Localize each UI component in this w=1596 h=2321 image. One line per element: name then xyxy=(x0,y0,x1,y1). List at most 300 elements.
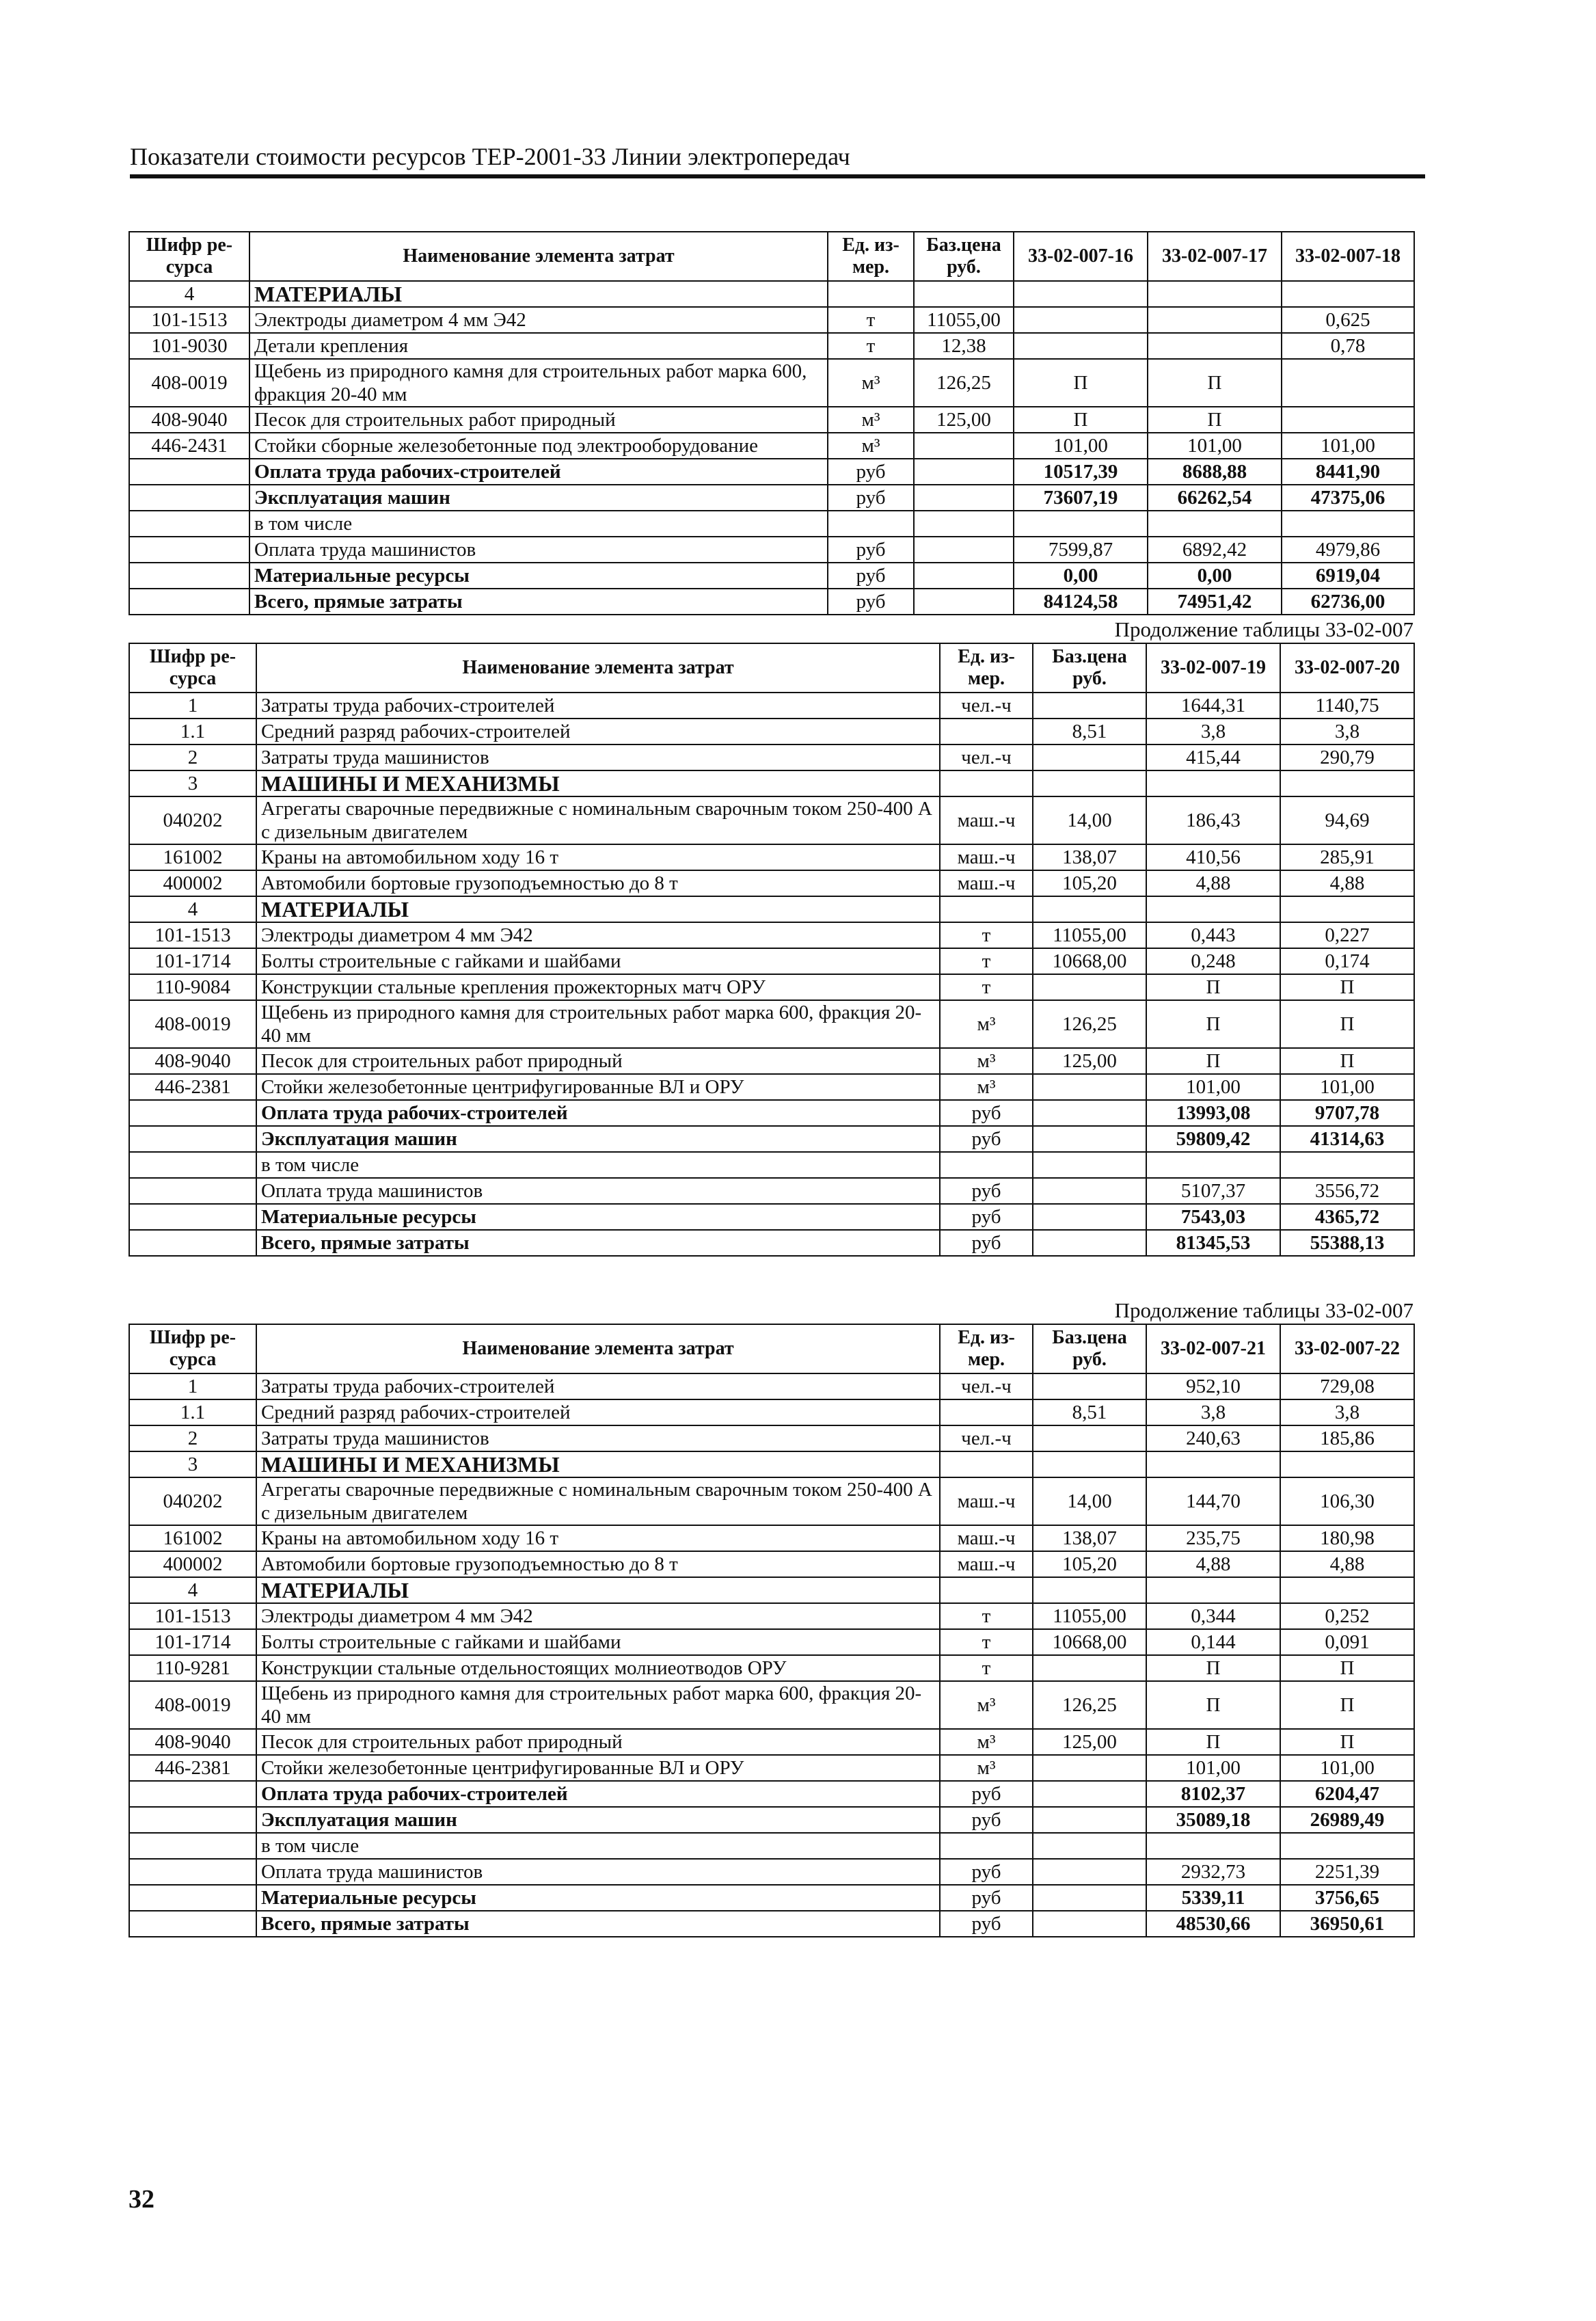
column-header: Шифр ре-сурса xyxy=(129,643,256,693)
resource-code-cell: 161002 xyxy=(129,1525,256,1551)
table-row xyxy=(129,974,1414,1000)
norm-value-cell: П xyxy=(1014,359,1148,407)
norm-value-cell: 1140,75 xyxy=(1280,693,1414,719)
column-header: 33-02-007-20 xyxy=(1280,643,1414,693)
resource-code-cell xyxy=(129,1859,256,1885)
table-row xyxy=(129,844,1414,870)
cost-element-name-cell: Конструкции стальные крепления прожекторных матч ОРУ xyxy=(256,974,940,1000)
table-row xyxy=(129,1781,1414,1807)
resource-code-cell xyxy=(129,511,249,537)
unit-cell: руб xyxy=(940,1230,1033,1256)
norm-value-cell: 6919,04 xyxy=(1282,563,1414,589)
table-row xyxy=(129,563,1414,589)
unit-cell xyxy=(940,770,1033,796)
cost-element-name-cell: Затраты труда машинистов xyxy=(256,744,940,770)
resource-code-cell: 2 xyxy=(129,1425,256,1451)
unit-cell: руб xyxy=(940,1859,1033,1885)
table-row xyxy=(129,1048,1414,1074)
resource-code-cell xyxy=(129,1178,256,1204)
base-price-cell xyxy=(914,511,1014,537)
cost-element-name-cell: Краны на автомобильном ходу 16 т xyxy=(256,1525,940,1551)
cost-element-name-cell: Материальные ресурсы xyxy=(256,1204,940,1230)
unit-cell: руб xyxy=(940,1911,1033,1937)
norm-value-cell: 35089,18 xyxy=(1146,1807,1280,1833)
unit-cell: руб xyxy=(940,1807,1033,1833)
norm-value-cell: 6204,47 xyxy=(1280,1781,1414,1807)
resource-code-cell xyxy=(129,1230,256,1256)
norm-value-cell: 180,98 xyxy=(1280,1525,1414,1551)
cost-element-name-cell: Электроды диаметром 4 мм Э42 xyxy=(256,922,940,948)
table-row xyxy=(129,1000,1414,1048)
resource-code-cell: 408-9040 xyxy=(129,1048,256,1074)
column-header: 33-02-007-19 xyxy=(1146,643,1280,693)
table-row xyxy=(129,1204,1414,1230)
norm-value-cell: П xyxy=(1280,1729,1414,1755)
norm-value-cell: 285,91 xyxy=(1280,844,1414,870)
cost-element-name-cell: Оплата труда рабочих-строителей xyxy=(249,459,828,485)
cost-element-name-cell: Щебень из природного камня для строительных работ марка 600, фракция 20-40 мм xyxy=(256,1681,940,1729)
resource-code-cell xyxy=(129,485,249,511)
cost-element-name-cell: МАТЕРИАЛЫ xyxy=(256,896,940,922)
resource-code-cell: 4 xyxy=(129,1577,256,1603)
unit-cell: маш.-ч xyxy=(940,870,1033,896)
unit-cell: чел.-ч xyxy=(940,1373,1033,1399)
cost-element-name-cell: Электроды диаметром 4 мм Э42 xyxy=(249,307,828,333)
cost-element-name-cell: Эксплуатация машин xyxy=(256,1126,940,1152)
norm-value-cell: 59809,42 xyxy=(1146,1126,1280,1152)
norm-value-cell xyxy=(1280,1577,1414,1603)
norm-value-cell: 55388,13 xyxy=(1280,1230,1414,1256)
base-price-cell: 105,20 xyxy=(1033,870,1146,896)
column-header: 33-02-007-17 xyxy=(1148,232,1282,281)
column-header: Баз.цена руб. xyxy=(1033,643,1146,693)
unit-cell: руб xyxy=(828,485,914,511)
column-header: Баз.цена руб. xyxy=(914,232,1014,281)
unit-cell: маш.-ч xyxy=(940,796,1033,844)
unit-cell xyxy=(940,1833,1033,1859)
resource-code-cell xyxy=(129,537,249,563)
norm-value-cell: 3,8 xyxy=(1280,1399,1414,1425)
base-price-cell xyxy=(1033,1833,1146,1859)
norm-value-cell: 186,43 xyxy=(1146,796,1280,844)
cost-element-name-cell: МАТЕРИАЛЫ xyxy=(256,1577,940,1603)
base-price-cell: 105,20 xyxy=(1033,1551,1146,1577)
unit-cell: маш.-ч xyxy=(940,1525,1033,1551)
table-row xyxy=(129,1525,1414,1551)
unit-cell xyxy=(940,896,1033,922)
table-row xyxy=(129,1451,1414,1477)
norm-value-cell: 415,44 xyxy=(1146,744,1280,770)
resource-code-cell: 110-9281 xyxy=(129,1655,256,1681)
table-row xyxy=(129,359,1414,407)
unit-cell: т xyxy=(940,922,1033,948)
table-row xyxy=(129,1399,1414,1425)
norm-value-cell: 185,86 xyxy=(1280,1425,1414,1451)
unit-cell: руб xyxy=(940,1126,1033,1152)
resource-table xyxy=(129,643,1415,1257)
resource-code-cell xyxy=(129,459,249,485)
resource-code-cell: 101-9030 xyxy=(129,333,249,359)
column-header: Ед. из-мер. xyxy=(940,1324,1033,1373)
norm-value-cell: 0,227 xyxy=(1280,922,1414,948)
resource-code-cell xyxy=(129,1204,256,1230)
norm-value-cell xyxy=(1280,770,1414,796)
cost-element-name-cell: МАШИНЫ И МЕХАНИЗМЫ xyxy=(256,770,940,796)
norm-value-cell: П xyxy=(1146,1655,1280,1681)
table-row xyxy=(129,1681,1414,1729)
table-row xyxy=(129,333,1414,359)
resource-code-cell: 040202 xyxy=(129,1477,256,1525)
unit-cell: руб xyxy=(940,1178,1033,1204)
norm-value-cell: 0,344 xyxy=(1146,1603,1280,1629)
unit-cell xyxy=(940,1577,1033,1603)
resource-code-cell: 1 xyxy=(129,693,256,719)
resource-code-cell xyxy=(129,563,249,589)
table-row xyxy=(129,1911,1414,1937)
norm-value-cell: 5339,11 xyxy=(1146,1885,1280,1911)
norm-value-cell: 41314,63 xyxy=(1280,1126,1414,1152)
table-header-row xyxy=(129,1324,1414,1373)
resource-code-cell: 101-1714 xyxy=(129,1629,256,1655)
table-row xyxy=(129,485,1414,511)
resource-code-cell: 400002 xyxy=(129,870,256,896)
resource-table-2 xyxy=(129,617,1427,1257)
base-price-cell xyxy=(1033,1755,1146,1781)
base-price-cell xyxy=(1033,1781,1146,1807)
resource-code-cell: 1 xyxy=(129,1373,256,1399)
table-row xyxy=(129,1885,1414,1911)
base-price-cell: 126,25 xyxy=(914,359,1014,407)
table-row xyxy=(129,1230,1414,1256)
norm-value-cell: П xyxy=(1280,1048,1414,1074)
unit-cell: руб xyxy=(828,589,914,615)
norm-value-cell xyxy=(1282,281,1414,307)
unit-cell: т xyxy=(940,974,1033,1000)
resource-code-cell xyxy=(129,1126,256,1152)
cost-element-name-cell: Затраты труда рабочих-строителей xyxy=(256,1373,940,1399)
table-row xyxy=(129,407,1414,433)
resource-code-cell: 408-9040 xyxy=(129,407,249,433)
norm-value-cell xyxy=(1146,1833,1280,1859)
resource-code-cell xyxy=(129,1807,256,1833)
unit-cell xyxy=(940,1152,1033,1178)
cost-element-name-cell: Болты строительные с гайками и шайбами xyxy=(256,1629,940,1655)
table-row xyxy=(129,770,1414,796)
norm-value-cell xyxy=(1282,511,1414,537)
norm-value-cell xyxy=(1148,281,1282,307)
resource-code-cell: 101-1513 xyxy=(129,307,249,333)
resource-code-cell: 1.1 xyxy=(129,719,256,744)
unit-cell xyxy=(940,719,1033,744)
cost-element-name-cell: в том числе xyxy=(256,1833,940,1859)
norm-value-cell: 101,00 xyxy=(1280,1074,1414,1100)
cost-element-name-cell: Электроды диаметром 4 мм Э42 xyxy=(256,1603,940,1629)
page-number: 32 xyxy=(129,2185,154,2214)
base-price-cell xyxy=(1033,1807,1146,1833)
norm-value-cell: 0,144 xyxy=(1146,1629,1280,1655)
norm-value-cell: 0,00 xyxy=(1148,563,1282,589)
norm-value-cell: 1644,31 xyxy=(1146,693,1280,719)
norm-value-cell: П xyxy=(1146,1729,1280,1755)
norm-value-cell: 9707,78 xyxy=(1280,1100,1414,1126)
norm-value-cell: П xyxy=(1146,1000,1280,1048)
norm-value-cell: 26989,49 xyxy=(1280,1807,1414,1833)
norm-value-cell: 8102,37 xyxy=(1146,1781,1280,1807)
cost-element-name-cell: Агрегаты сварочные передвижные с номинальным сварочным током 250-400 А с дизельным двигателем xyxy=(256,796,940,844)
table-row xyxy=(129,1074,1414,1100)
norm-value-cell xyxy=(1014,307,1148,333)
norm-value-cell: П xyxy=(1280,1655,1414,1681)
norm-value-cell: 94,69 xyxy=(1280,796,1414,844)
norm-value-cell: 8688,88 xyxy=(1148,459,1282,485)
norm-value-cell xyxy=(1282,407,1414,433)
resource-code-cell: 408-0019 xyxy=(129,1000,256,1048)
norm-value-cell xyxy=(1146,770,1280,796)
base-price-cell xyxy=(1033,1373,1146,1399)
table-row xyxy=(129,896,1414,922)
resource-code-cell: 101-1714 xyxy=(129,948,256,974)
norm-value-cell: 74951,42 xyxy=(1148,589,1282,615)
unit-cell: т xyxy=(940,1603,1033,1629)
table-row xyxy=(129,459,1414,485)
unit-cell: руб xyxy=(828,537,914,563)
unit-cell xyxy=(940,1451,1033,1477)
norm-value-cell xyxy=(1014,511,1148,537)
cost-element-name-cell: в том числе xyxy=(249,511,828,537)
table-row xyxy=(129,307,1414,333)
norm-value-cell: 48530,66 xyxy=(1146,1911,1280,1937)
table-header-row xyxy=(129,232,1414,281)
base-price-cell xyxy=(1033,1230,1146,1256)
resource-code-cell: 446-2381 xyxy=(129,1074,256,1100)
cost-element-name-cell: Средний разряд рабочих-строителей xyxy=(256,1399,940,1425)
unit-cell xyxy=(940,1399,1033,1425)
cost-element-name-cell: Оплата труда машинистов xyxy=(256,1859,940,1885)
resource-code-cell xyxy=(129,589,249,615)
base-price-cell xyxy=(1033,1100,1146,1126)
norm-value-cell: 84124,58 xyxy=(1014,589,1148,615)
cost-element-name-cell: Болты строительные с гайками и шайбами xyxy=(256,948,940,974)
norm-value-cell xyxy=(1280,1833,1414,1859)
base-price-cell: 11055,00 xyxy=(914,307,1014,333)
resource-table-3 xyxy=(129,1298,1427,1937)
table-row xyxy=(129,1807,1414,1833)
base-price-cell xyxy=(1033,1126,1146,1152)
norm-value-cell: 62736,00 xyxy=(1282,589,1414,615)
norm-value-cell: 66262,54 xyxy=(1148,485,1282,511)
base-price-cell: 126,25 xyxy=(1033,1681,1146,1729)
table-row xyxy=(129,948,1414,974)
unit-cell: руб xyxy=(940,1100,1033,1126)
cost-element-name-cell: МАТЕРИАЛЫ xyxy=(249,281,828,307)
unit-cell: м³ xyxy=(940,1000,1033,1048)
norm-value-cell: 0,174 xyxy=(1280,948,1414,974)
norm-value-cell: П xyxy=(1146,974,1280,1000)
base-price-cell: 125,00 xyxy=(1033,1729,1146,1755)
base-price-cell: 125,00 xyxy=(914,407,1014,433)
base-price-cell xyxy=(914,589,1014,615)
unit-cell: м³ xyxy=(940,1048,1033,1074)
base-price-cell xyxy=(1033,1074,1146,1100)
norm-value-cell xyxy=(1280,896,1414,922)
resource-code-cell: 446-2381 xyxy=(129,1755,256,1781)
table-row xyxy=(129,1477,1414,1525)
norm-value-cell: 3,8 xyxy=(1280,719,1414,744)
base-price-cell: 11055,00 xyxy=(1033,1603,1146,1629)
unit-cell: чел.-ч xyxy=(940,1425,1033,1451)
cost-element-name-cell: Оплата труда машинистов xyxy=(256,1178,940,1204)
table-row xyxy=(129,1373,1414,1399)
unit-cell: т xyxy=(828,307,914,333)
resource-code-cell: 3 xyxy=(129,770,256,796)
base-price-cell: 14,00 xyxy=(1033,796,1146,844)
resource-code-cell: 4 xyxy=(129,281,249,307)
norm-value-cell: П xyxy=(1280,974,1414,1000)
cost-element-name-cell: Всего, прямые затраты xyxy=(249,589,828,615)
resource-code-cell xyxy=(129,1833,256,1859)
table-row xyxy=(129,870,1414,896)
resource-table-1 xyxy=(129,205,1427,615)
base-price-cell xyxy=(1033,770,1146,796)
table-row xyxy=(129,1629,1414,1655)
table-row xyxy=(129,281,1414,307)
norm-value-cell: 101,00 xyxy=(1280,1755,1414,1781)
table-row xyxy=(129,1425,1414,1451)
norm-value-cell: 3556,72 xyxy=(1280,1178,1414,1204)
column-header: Шифр ре-сурса xyxy=(129,1324,256,1373)
table-row xyxy=(129,1551,1414,1577)
unit-cell: м³ xyxy=(940,1681,1033,1729)
base-price-cell xyxy=(914,433,1014,459)
unit-cell xyxy=(828,511,914,537)
norm-value-cell: 3,8 xyxy=(1146,719,1280,744)
base-price-cell xyxy=(1033,1859,1146,1885)
norm-value-cell: 4,88 xyxy=(1146,870,1280,896)
resource-code-cell: 400002 xyxy=(129,1551,256,1577)
norm-value-cell: П xyxy=(1148,407,1282,433)
cost-element-name-cell: МАШИНЫ И МЕХАНИЗМЫ xyxy=(256,1451,940,1477)
table-row xyxy=(129,1152,1414,1178)
norm-value-cell: 47375,06 xyxy=(1282,485,1414,511)
norm-value-cell: П xyxy=(1280,1681,1414,1729)
unit-cell: м³ xyxy=(828,433,914,459)
base-price-cell xyxy=(1033,1911,1146,1937)
unit-cell: чел.-ч xyxy=(940,693,1033,719)
base-price-cell xyxy=(1033,896,1146,922)
norm-value-cell: П xyxy=(1280,1000,1414,1048)
unit-cell: м³ xyxy=(828,359,914,407)
unit-cell: т xyxy=(940,1629,1033,1655)
cost-element-name-cell: Песок для строительных работ природный xyxy=(256,1729,940,1755)
base-price-cell: 138,07 xyxy=(1033,844,1146,870)
table-row xyxy=(129,537,1414,563)
norm-value-cell: 240,63 xyxy=(1146,1425,1280,1451)
table-row xyxy=(129,1577,1414,1603)
norm-value-cell: 7543,03 xyxy=(1146,1204,1280,1230)
resource-code-cell: 110-9084 xyxy=(129,974,256,1000)
norm-value-cell: 81345,53 xyxy=(1146,1230,1280,1256)
base-price-cell xyxy=(1033,1425,1146,1451)
column-header: Наименование элемента затрат xyxy=(256,1324,940,1373)
table-row xyxy=(129,693,1414,719)
unit-cell: руб xyxy=(828,459,914,485)
base-price-cell xyxy=(914,537,1014,563)
norm-value-cell xyxy=(1146,896,1280,922)
norm-value-cell: П xyxy=(1148,359,1282,407)
resource-table xyxy=(129,1324,1415,1937)
base-price-cell: 8,51 xyxy=(1033,1399,1146,1425)
base-price-cell: 138,07 xyxy=(1033,1525,1146,1551)
resource-code-cell: 101-1513 xyxy=(129,1603,256,1629)
cost-element-name-cell: Краны на автомобильном ходу 16 т xyxy=(256,844,940,870)
table-row xyxy=(129,1833,1414,1859)
unit-cell: маш.-ч xyxy=(940,844,1033,870)
unit-cell: т xyxy=(940,1655,1033,1681)
resource-code-cell: 3 xyxy=(129,1451,256,1477)
column-header: Наименование элемента затрат xyxy=(249,232,828,281)
resource-code-cell xyxy=(129,1781,256,1807)
norm-value-cell xyxy=(1148,511,1282,537)
norm-value-cell xyxy=(1148,307,1282,333)
unit-cell: т xyxy=(828,333,914,359)
norm-value-cell: 235,75 xyxy=(1146,1525,1280,1551)
base-price-cell: 126,25 xyxy=(1033,1000,1146,1048)
norm-value-cell: 4,88 xyxy=(1146,1551,1280,1577)
column-header: 33-02-007-21 xyxy=(1146,1324,1280,1373)
norm-value-cell: 0,252 xyxy=(1280,1603,1414,1629)
norm-value-cell xyxy=(1146,1152,1280,1178)
cost-element-name-cell: Всего, прямые затраты xyxy=(256,1230,940,1256)
table-row xyxy=(129,796,1414,844)
cost-element-name-cell: Оплата труда рабочих-строителей xyxy=(256,1100,940,1126)
resource-code-cell: 1.1 xyxy=(129,1399,256,1425)
norm-value-cell: 0,78 xyxy=(1282,333,1414,359)
base-price-cell xyxy=(1033,1655,1146,1681)
base-price-cell xyxy=(1033,974,1146,1000)
column-header: 33-02-007-16 xyxy=(1014,232,1148,281)
norm-value-cell: 729,08 xyxy=(1280,1373,1414,1399)
cost-element-name-cell: Материальные ресурсы xyxy=(256,1885,940,1911)
resource-code-cell: 101-1513 xyxy=(129,922,256,948)
base-price-cell xyxy=(914,459,1014,485)
norm-value-cell: 4979,86 xyxy=(1282,537,1414,563)
resource-code-cell xyxy=(129,1911,256,1937)
base-price-cell: 14,00 xyxy=(1033,1477,1146,1525)
table-row xyxy=(129,433,1414,459)
table-row xyxy=(129,1729,1414,1755)
cost-element-name-cell: Автомобили бортовые грузоподъемностью до 8 т xyxy=(256,1551,940,1577)
cost-element-name-cell: Щебень из природного камня для строительных работ марка 600, фракция 20-40 мм xyxy=(249,359,828,407)
cost-element-name-cell: Эксплуатация машин xyxy=(256,1807,940,1833)
norm-value-cell xyxy=(1280,1451,1414,1477)
unit-cell: руб xyxy=(940,1204,1033,1230)
norm-value-cell xyxy=(1282,359,1414,407)
base-price-cell xyxy=(914,485,1014,511)
resource-code-cell xyxy=(129,1152,256,1178)
norm-value-cell: 101,00 xyxy=(1282,433,1414,459)
norm-value-cell: 144,70 xyxy=(1146,1477,1280,1525)
norm-value-cell: П xyxy=(1146,1681,1280,1729)
norm-value-cell: 5107,37 xyxy=(1146,1178,1280,1204)
unit-cell: м³ xyxy=(940,1074,1033,1100)
base-price-cell xyxy=(1033,1451,1146,1477)
norm-value-cell: 0,091 xyxy=(1280,1629,1414,1655)
page-header xyxy=(130,140,1429,178)
norm-value-cell: 0,443 xyxy=(1146,922,1280,948)
norm-value-cell: 2251,39 xyxy=(1280,1859,1414,1885)
table-row xyxy=(129,1655,1414,1681)
table-row xyxy=(129,744,1414,770)
